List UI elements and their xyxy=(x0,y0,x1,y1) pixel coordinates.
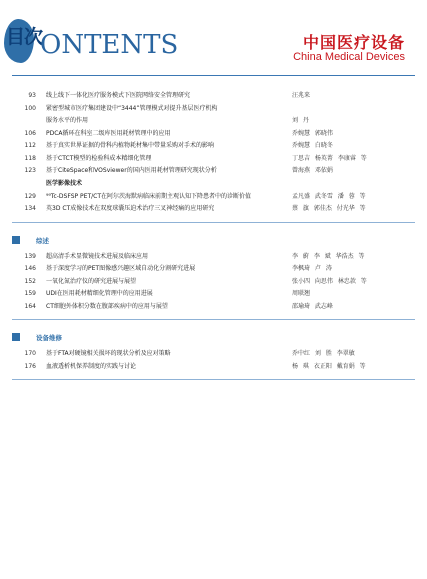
toc-entry-authors: 刘 丹 xyxy=(292,117,309,124)
toc-entry-title: PDCA循环在科室二级库医用耗材管理中的应用 xyxy=(46,129,171,137)
brand-logo-cn: 中国医疗设备 xyxy=(302,33,405,52)
toc-group-review xyxy=(12,251,415,314)
section-review-label: 综述 xyxy=(36,236,49,245)
toc-entry-page: 118 xyxy=(24,154,36,162)
toc-entry-page: 170 xyxy=(24,350,36,357)
subheading-imaging xyxy=(12,178,415,191)
brand-logo-en: China Medical Devices xyxy=(293,51,405,63)
toc-entry-title: 线上线下一体化医疗服务模式下医院网络安全管理研究 xyxy=(46,92,191,99)
toc-entry-page: 93 xyxy=(28,92,36,99)
toc-entry[interactable] xyxy=(12,276,415,289)
section-square-icon xyxy=(12,236,20,244)
toc-entry[interactable] xyxy=(12,251,415,264)
toc-entry-title: 服务水平的作用 xyxy=(46,117,89,124)
contents-title: ONTENTS xyxy=(40,30,179,60)
toc-group-maintenance xyxy=(12,348,415,373)
toc-entry-title: ⁹⁹Tc-DSFSP PET/CT在阿尔茨海默病临床前期主观认知下降患者中的诊断价值 xyxy=(46,192,251,200)
toc-entry-authors: 蔡 旗 郭佳杰 付光华 等 xyxy=(292,205,366,212)
toc-entry-page: 123 xyxy=(24,167,36,174)
toc-entry-title: 血液透析机保养制度的实践与讨论 xyxy=(46,362,137,370)
toc-entry-page: 106 xyxy=(24,129,36,137)
section-divider xyxy=(12,319,415,320)
toc-entry-authors: 乔婉慧 白晓冬 xyxy=(292,142,333,149)
toc-entry[interactable] xyxy=(12,128,415,141)
header xyxy=(0,0,427,80)
toc-entry[interactable] xyxy=(12,191,415,204)
toc-entry[interactable] xyxy=(12,361,415,374)
toc-entry[interactable] xyxy=(12,203,415,216)
toc-entry-page: 159 xyxy=(24,290,36,297)
toc-entry-page: 134 xyxy=(24,205,36,212)
toc-entry-page: 152 xyxy=(24,277,36,285)
header-rule xyxy=(12,75,415,76)
toc-entry[interactable] xyxy=(12,348,415,361)
subheading-label: 医学影像技术 xyxy=(46,179,83,187)
toc-entry[interactable] xyxy=(12,263,415,276)
toc-group-management xyxy=(12,90,415,178)
toc-entry-authors: 乔中红 刘 胜 李翠敏 xyxy=(292,350,355,357)
toc-entry-title: 超高清手术显微镜技术进展及临床应用 xyxy=(46,252,149,260)
toc-entry-authors: 张小四 向思伟 林忠款 等 xyxy=(292,277,367,285)
toc-entry-title: 基于CiteSpace和VOSviewer的国内医用耗材管理研究现状分析 xyxy=(46,167,217,174)
mulu-title: 目次 xyxy=(6,26,43,48)
toc-entry-title: 基于真实世界证据的骨科内植物耗材集中带量采购对手术的影响 xyxy=(46,142,215,149)
toc-entry-title: 英3D CT成像技术在双度球囊压迫术治疗三叉神经痛的应用研究 xyxy=(46,205,215,212)
toc-entry-page: 112 xyxy=(24,142,36,149)
toc-entry-authors: 周联翘 xyxy=(292,290,311,297)
toc xyxy=(12,90,415,380)
toc-entry-authors: 乔婉慧 郭晓伟 xyxy=(292,129,333,137)
toc-entry-page: 146 xyxy=(24,265,36,272)
toc-entry-page: 100 xyxy=(24,104,36,112)
toc-entry-authors: 丁思吉 杨英菁 李康睿 等 xyxy=(292,154,367,162)
toc-entry[interactable] xyxy=(12,140,415,153)
toc-entry[interactable] xyxy=(12,301,415,314)
section-square-icon xyxy=(12,333,20,341)
toc-entry[interactable] xyxy=(12,90,415,103)
toc-entry-authors: 李 蔚 李 斌 华浩杰 等 xyxy=(292,252,365,260)
toc-entry[interactable] xyxy=(12,165,415,178)
toc-entry-title: UDI在医用耗材精细化管理中的应用进展 xyxy=(46,290,153,297)
toc-entry[interactable] xyxy=(12,288,415,301)
toc-entry-authors: 邵瑜琦 武志峰 xyxy=(292,302,333,310)
toc-entry-authors: 曾海燕 邓依娟 xyxy=(292,167,333,174)
section-divider xyxy=(12,379,415,380)
toc-entry-title: 紧密型城市医疗集团建设中“3444”管理模式对提升基层医疗机构 xyxy=(46,104,218,112)
toc-entry-title: 基于FTA对硬镜相关损坏的现状分析及应对策略 xyxy=(46,350,171,357)
toc-entry-authors: 汪兆来 xyxy=(292,92,311,99)
toc-entry[interactable] xyxy=(12,153,415,166)
toc-entry-page: 129 xyxy=(24,192,36,200)
toc-entry-title: 基于深度学习的PET图像感兴趣区域自动化分割研究进展 xyxy=(46,265,196,272)
toc-entry-title: 基于CTCT模型的检验科成本精细化管理 xyxy=(46,154,152,162)
toc-entry-page: 164 xyxy=(24,302,36,310)
section-maintenance-label: 设备维修 xyxy=(36,334,62,342)
toc-entry-title: 一氧化氮治疗仪的研究进展与展望 xyxy=(46,277,137,285)
section-divider xyxy=(12,222,415,223)
toc-entry-page: 176 xyxy=(24,362,36,370)
toc-entry[interactable] xyxy=(12,115,415,128)
toc-entry-authors: 杨 琪 衣正阳 戴育娟 等 xyxy=(292,362,366,370)
toc-entry-authors: 孟凡盛 武冬雪 潘 蓉 等 xyxy=(292,192,366,200)
toc-entry-authors: 李枫琦 卢 涛 xyxy=(292,265,332,272)
toc-group-imaging xyxy=(12,191,415,216)
toc-entry[interactable] xyxy=(12,103,415,116)
toc-entry-title: CT细胞外体积分数在腹部疾病中的应用与展望 xyxy=(46,302,168,310)
section-maintenance xyxy=(12,328,415,348)
toc-entry-page: 139 xyxy=(24,252,36,260)
section-review xyxy=(12,231,415,251)
